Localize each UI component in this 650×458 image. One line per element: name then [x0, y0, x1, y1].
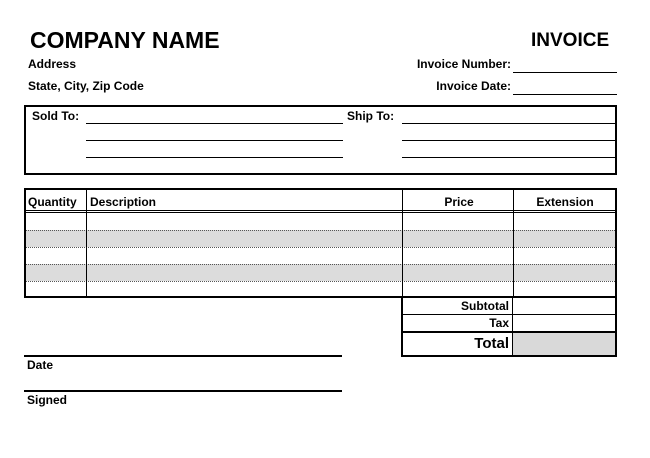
table-row[interactable]: [26, 264, 615, 281]
items-table: [24, 188, 617, 298]
signature-line[interactable]: [24, 390, 342, 392]
table-row[interactable]: [26, 247, 615, 264]
total-field[interactable]: [513, 333, 615, 355]
sold-to-label: Sold To:: [32, 109, 80, 123]
sold-ship-box: [24, 105, 617, 175]
sold-to-line-2[interactable]: [86, 140, 343, 141]
address-line-2: State, City, Zip Code: [28, 79, 144, 93]
total-label: Total: [474, 335, 509, 352]
sold-to-line-1[interactable]: [86, 123, 343, 124]
header-rule-top: [26, 210, 615, 211]
signed-label: Signed: [27, 393, 68, 407]
invoice-number-field[interactable]: [513, 72, 617, 73]
company-name: COMPANY NAME: [30, 27, 220, 53]
totals-bottom-border: [401, 355, 617, 357]
column-header-extension: Extension: [536, 195, 594, 209]
subtotal-label: Subtotal: [461, 299, 509, 313]
column-header-price: Price: [444, 195, 474, 209]
date-line[interactable]: [24, 355, 342, 357]
date-label: Date: [27, 358, 54, 372]
invoice-number-label: Invoice Number:: [416, 57, 511, 71]
tax-field[interactable]: [513, 315, 615, 331]
tax-label: Tax: [489, 316, 509, 330]
table-row[interactable]: [26, 230, 615, 247]
document-title: INVOICE: [531, 30, 610, 51]
sold-to-line-3[interactable]: [86, 157, 343, 158]
invoice-date-label: Invoice Date:: [436, 79, 511, 93]
ship-to-label: Ship To:: [347, 109, 395, 123]
ship-to-line-2[interactable]: [402, 140, 615, 141]
column-header-quantity: Quantity: [28, 195, 77, 209]
invoice-date-field[interactable]: [513, 94, 617, 95]
address-line-1: Address: [28, 57, 77, 71]
column-header-description: Description: [90, 195, 157, 209]
subtotal-field[interactable]: [513, 297, 615, 314]
ship-to-line-3[interactable]: [402, 157, 615, 158]
totals-right-border: [615, 296, 617, 357]
ship-to-line-1[interactable]: [402, 123, 615, 124]
table-row[interactable]: [26, 281, 615, 296]
table-row[interactable]: [26, 213, 615, 230]
